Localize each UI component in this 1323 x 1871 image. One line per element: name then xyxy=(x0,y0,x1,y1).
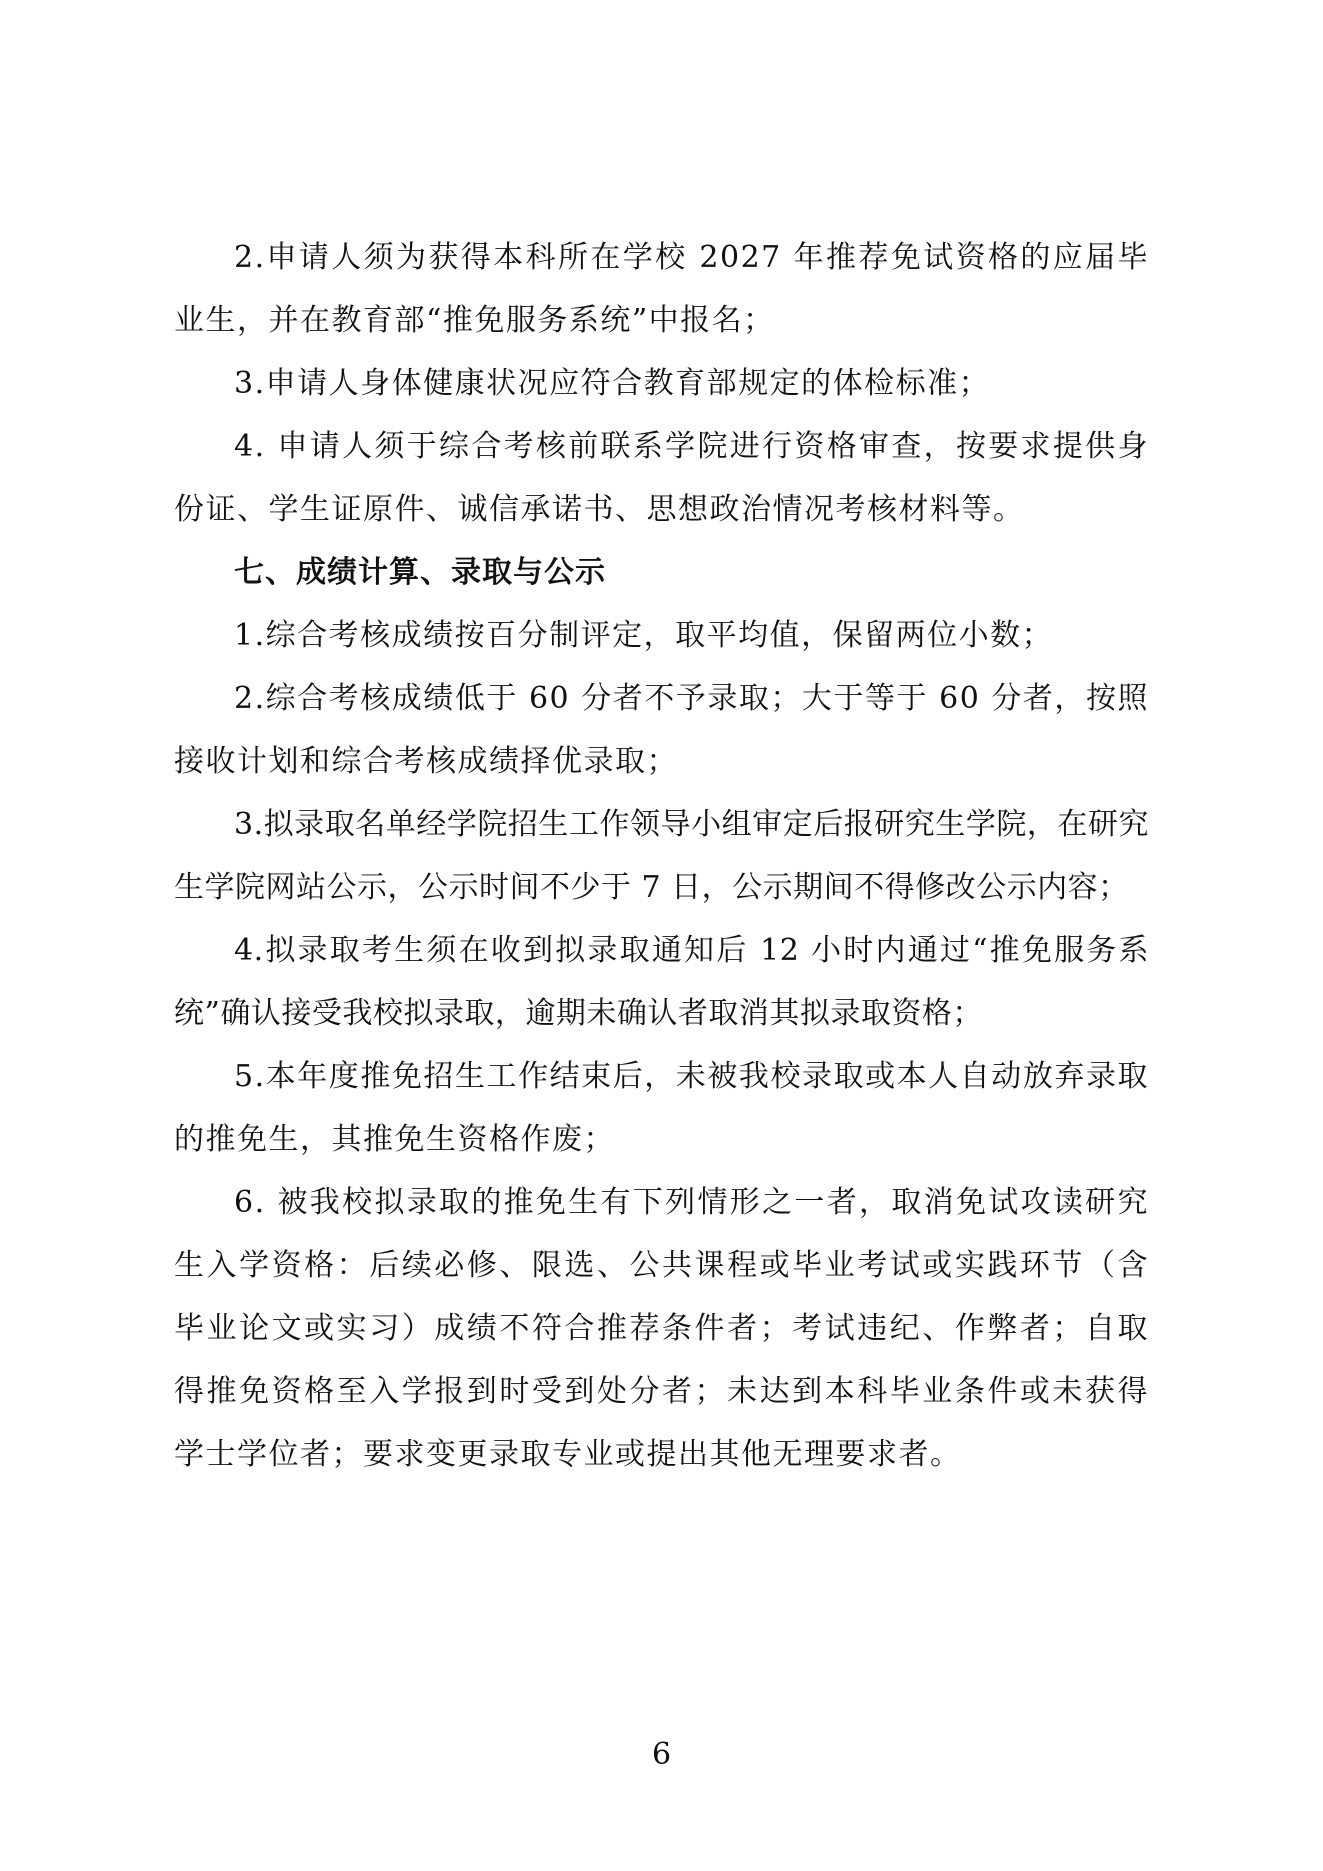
page-body xyxy=(174,226,1149,1486)
paragraph-score-1: 1.综合考核成绩按百分制评定，取平均值，保留两位小数； xyxy=(234,618,1054,653)
paragraph-requirement-4: 4. 申请人须于综合考核前联系学院进行资格审查，按要求提供身份证、学生证原件、诚信承诺书、思想政治情况考核材料等。 xyxy=(174,429,1149,527)
paragraph-score-4: 4.拟录取考生须在收到拟录取通知后 12 小时内通过“推免服务系统”确认接受我校拟录取，逾期未确认者取消其拟录取资格； xyxy=(174,933,1149,1031)
paragraph-requirement-3: 3.申请人身体健康状况应符合教育部规定的体检标准； xyxy=(234,366,991,401)
paragraph-requirement-2: 2.申请人须为获得本科所在学校 2027 年推荐免试资格的应届毕业生，并在教育部“推免服务系统”中报名； xyxy=(174,240,1149,338)
paragraph-score-6: 6. 被我校拟录取的推免生有下列情形之一者，取消免试攻读研究生入学资格：后续必修、限选、公共课程或毕业考试或实践环节（含毕业论文或实习）成绩不符合推荐条件者；考试违纪、作弊者；自取得推免资格至入学报到时受到处分者；未达到本科毕业条件或未获得学士学位者；要求变更录取专业或提出其他无理要求者。 xyxy=(174,1185,1149,1472)
section-heading: 七、成绩计算、录取与公示 xyxy=(234,555,606,590)
paragraph-score-3: 3.拟录取名单经学院招生工作领导小组审定后报研究生学院，在研究生学院网站公示，公示时间不少于 7 日，公示期间不得修改公示内容； xyxy=(174,807,1149,905)
paragraph-score-2: 2.综合考核成绩低于 60 分者不予录取；大于等于 60 分者，按照接收计划和综合考核成绩择优录取； xyxy=(174,681,1149,779)
paragraph-score-5: 5.本年度推免招生工作结束后，未被我校录取或本人自动放弃录取的推免生，其推免生资格作废； xyxy=(174,1059,1149,1157)
page-number: 6 xyxy=(651,1737,672,1772)
